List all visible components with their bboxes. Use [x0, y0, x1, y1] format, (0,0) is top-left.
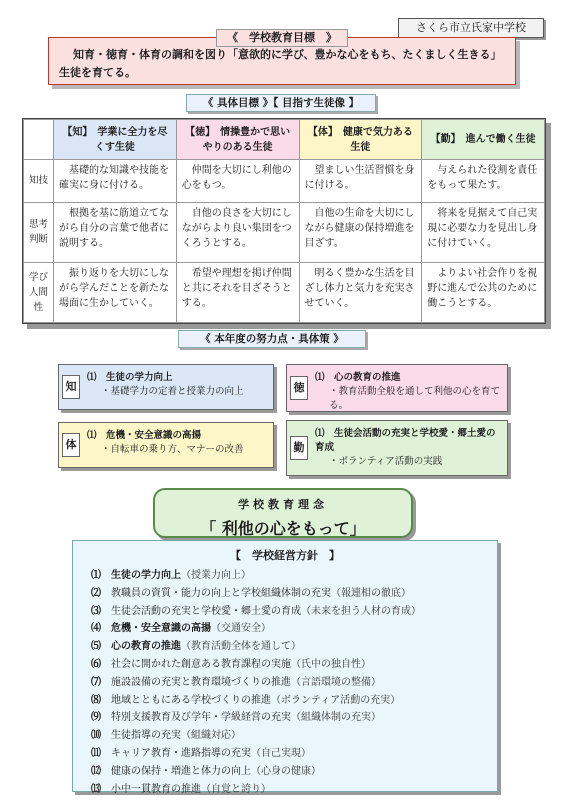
policy-item-note: （自覚と誇り）: [201, 783, 271, 795]
effort-tag: 徳: [290, 376, 308, 400]
effort-heading: ⑴ 生徒の学力向上: [87, 372, 173, 383]
policy-item-note: （組織体制の充実）: [291, 712, 381, 724]
policy-item-number: ⑸: [91, 641, 101, 653]
policy-item-number: ⑶: [91, 605, 101, 617]
goal-cell: 振り返りを大切にしながら学んだことを新たな場面に生かしていく。: [54, 262, 177, 322]
goal-cell: 与えられた役割を責任をもって果たす。: [422, 160, 545, 203]
management-policy-box: [72, 540, 498, 795]
effort-tag: 勤: [290, 436, 308, 460]
policy-item-number: ⑺: [91, 676, 101, 688]
policy-item-number: ⑼: [91, 712, 101, 724]
column-header-toku: 【徳】 情操豊かで思いやりのある生徒: [176, 120, 299, 160]
policy-item-text: 生徒会活動の充実と学校愛・郷土愛の育成: [111, 605, 301, 617]
effort-heading: ⑴ 心の教育の推進: [315, 372, 401, 383]
policy-item-number: ⑽: [91, 730, 101, 742]
effort-tag: 体: [62, 433, 80, 457]
policy-item-number: ⑿: [91, 765, 101, 777]
policy-item-text: 健康の保持・増進と体力の向上: [111, 765, 251, 777]
policy-item-note: （ボランティア活動の充実）: [271, 694, 401, 706]
policy-item-note: （交通安全）: [211, 623, 271, 635]
policy-item: [91, 638, 491, 656]
effort-detail: ・ボランティア活動の実践: [329, 456, 443, 467]
goal-cell: 根拠を基に筋道立てながら自分の言葉で他者に説明する。: [54, 202, 177, 262]
column-header-kin: 【勤】 進んで働く生徒: [422, 120, 545, 160]
column-header-chi: 【知】 学業に全力を尽くす生徒: [54, 120, 177, 160]
philosophy-title: 学校教育理念: [238, 498, 328, 511]
policy-item-text: 施設設備の充実と教育環境づくりの推進: [111, 676, 291, 688]
policy-item: [91, 692, 491, 710]
goal-cell: 仲間を大切にし利他の心をもつ。: [176, 160, 299, 203]
policy-item: [91, 745, 491, 763]
policy-item-text: 生徒指導の充実: [111, 730, 181, 742]
effort-card-chi: [58, 364, 274, 410]
policy-item: [91, 585, 491, 603]
policy-item: [91, 656, 491, 674]
effort-detail: ・教育活動全般を通して利他の心を育てる。: [329, 386, 501, 411]
policy-item-note: （未来を担う人材の育成）: [301, 605, 421, 617]
goals-header-row: [24, 120, 545, 160]
goal-cell: 希望や理想を掲げ仲間と共にそれを目ざそうとする。: [176, 262, 299, 322]
goals-table: [22, 118, 546, 324]
effort-card-kin: [286, 420, 508, 476]
policy-item-text: キャリア教育・進路指導の充実: [111, 747, 251, 759]
policy-item-note: （授業力向上）: [181, 570, 251, 581]
goals-row-manabi: [24, 262, 545, 322]
policy-item-note: （教育活動全体を通して）: [181, 641, 301, 653]
policy-item-text: 地域とともにある学校づくりの推進: [111, 694, 271, 706]
policy-item-text: 社会に開かれた創意ある教育課程の実施: [111, 658, 291, 670]
policy-item-number: ⒀: [91, 783, 101, 795]
policy-item: [91, 763, 491, 781]
effort-detail: ・自転車の乗り方、マナーの改善: [101, 444, 244, 455]
school-name: さくら市立氏家中学校: [398, 18, 544, 38]
policy-item: [91, 709, 491, 727]
policy-item-number: ⑾: [91, 747, 101, 759]
policy-item-text: 生徒の学力向上: [111, 570, 181, 581]
row-label: 知技: [24, 160, 54, 203]
policy-item: [91, 674, 491, 692]
column-header-tai: 【体】 健康で気力ある生徒: [299, 120, 422, 160]
policy-item-number: ⑻: [91, 694, 101, 706]
effort-detail: ・基礎学力の定着と授業力の向上: [101, 386, 244, 397]
effort-card-toku: [286, 364, 508, 412]
policy-item-note: （組織対応）: [181, 730, 241, 742]
policy-item-number: ⑹: [91, 658, 101, 670]
goals-grid: [23, 119, 545, 323]
policy-item: [91, 727, 491, 745]
goal-cell: 基礎的な知識や技能を確実に身に付ける。: [54, 160, 177, 203]
effort-card-tai: [58, 422, 274, 468]
policy-item-note: （氏中の独自性）: [291, 658, 371, 670]
policy-item-text: 教職員の資質・能力の向上と学校組織体制の充実: [111, 587, 331, 599]
goal-cell: 望ましい生活習慣を身に付ける。: [299, 160, 422, 203]
policy-item-number: ⑴: [91, 570, 101, 581]
school-goal-text: 知育・徳育・体育の調和を図り「意欲的に学び、豊かな心をもち、たくましく生きる」生徒を育てる。: [59, 48, 502, 79]
school-goal-title: 《 学校教育目標 》: [49, 26, 515, 47]
row-label: 学び人間性: [24, 262, 54, 322]
school-philosophy-box: [153, 488, 413, 538]
row-label: 思考判断: [24, 202, 54, 262]
policy-item: [91, 781, 491, 799]
policy-item-number: ⑷: [91, 623, 101, 635]
goal-cell: 自他の良さを大切にしながらより良い集団をつくろうとする。: [176, 202, 299, 262]
policy-item-text: 特別支援教育及び学年・学級経営の充実: [111, 712, 291, 724]
policy-item-text: 心の教育の推進: [111, 641, 181, 653]
policy-item-text: 危機・安全意識の高揚: [111, 623, 211, 635]
goal-cell: よりよい社会作りを視野に進んで公共のために働こうとする。: [422, 262, 545, 322]
policy-item-text: 小中一貫教育の推進: [111, 783, 201, 795]
goals-row-shikou: [24, 202, 545, 262]
goals-section-title: 《 具体目標 》【 目指す生徒像 】: [186, 94, 376, 112]
effort-heading: ⑴ 生徒会活動の充実と学校愛・郷土愛の育成: [315, 428, 496, 453]
policy-item-note: （報連相の徹底）: [331, 587, 411, 599]
corner-cell: [24, 120, 54, 160]
goal-cell: 明るく豊かな生活を目ざし体力と気力を充実させていく。: [299, 262, 422, 322]
philosophy-motto: 「 利他の心をもって」: [200, 519, 366, 538]
goal-cell: 自他の生命を大切にしながら健康の保持増進を目ざす。: [299, 202, 422, 262]
policy-title: 【 学校経営方針 】: [230, 549, 340, 562]
efforts-section-title: 《 本年度の努力点・具体策 》: [178, 330, 366, 348]
effort-tag: 知: [62, 375, 80, 399]
goal-cell: 将来を見据えて自己実現に必要な力を見出し身に付けていく。: [422, 202, 545, 262]
school-goal-box: [48, 31, 516, 85]
policy-item-number: ⑵: [91, 587, 101, 599]
policy-list: [91, 567, 491, 798]
effort-heading: ⑴ 危機・安全意識の高揚: [87, 430, 202, 441]
policy-item-note: （心身の健康）: [251, 765, 321, 777]
goals-row-chigi: [24, 160, 545, 203]
policy-item: [91, 603, 491, 621]
policy-item: [91, 620, 491, 638]
policy-item-note: （言語環境の整備）: [291, 676, 381, 688]
policy-item: [91, 567, 491, 585]
policy-item-note: （自己実現）: [251, 747, 311, 759]
